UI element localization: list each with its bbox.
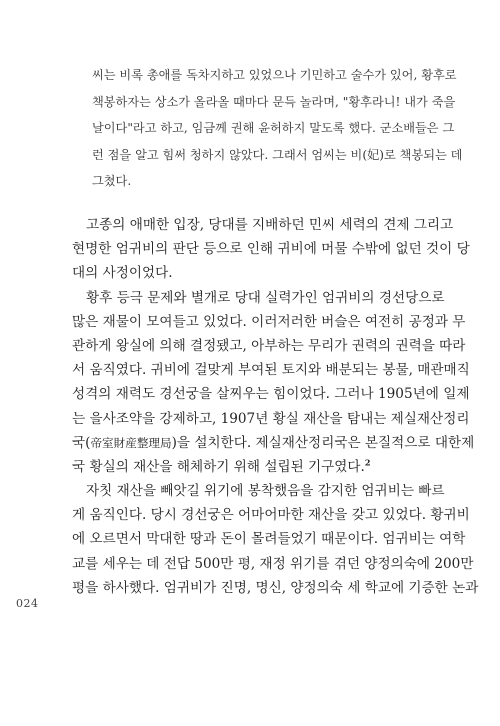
- paragraph-1-line: 현명한 엄귀비의 판단 등으로 인해 귀비에 머물 수밖에 없던 것이 당: [72, 241, 470, 258]
- paragraph-2-line: 서 움직였다. 귀비에 걸맞게 부여된 토지와 배분되는 봉물, 매관매직: [72, 362, 470, 379]
- paragraph-2-line: [72, 431, 475, 455]
- quote-line: 날이다"라고 하고, 임금께 권해 윤허하지 말도록 했다. 군소배들은 그: [92, 121, 455, 135]
- paragraph-2-line: 성격의 재력도 경선궁을 살찌우는 힘이었다. 그러나 1905년에 일제: [72, 386, 470, 403]
- paragraph-3-line: 평을 하사했다. 엄귀비가 진명, 명신, 양정의숙 세 학교에 기증한 논과: [72, 579, 479, 596]
- quote-line: 런 점을 알고 힘써 청하지 않았다. 그래서 엄씨는 비(妃)로 책봉되는 데: [92, 147, 463, 162]
- quote-line: 씨는 비록 총애를 독차지하고 있었으나 기민하고 술수가 있어, 황후로: [92, 68, 457, 82]
- text-segment: )을 설치한다. 제실재산정리국은 본질적으로 대한제: [171, 434, 475, 451]
- paragraph-3-line: 에 오르면서 막대한 땅과 돈이 몰려들었기 때문이다. 엄귀비는 여학: [72, 531, 466, 548]
- footnote-marker[interactable]: 2: [364, 457, 371, 468]
- body-text: [72, 213, 479, 600]
- quote-line: 책봉하자는 상소가 올라올 때마다 문득 놀라며, "황후라니! 내가 죽을: [92, 94, 456, 109]
- paragraph-3-line: 교를 세우는 데 전답 500만 평, 재정 위기를 겪던 양정의숙에 200만: [72, 555, 474, 572]
- paragraph-2-line: 황후 등극 문제와 별개로 당대 실력가인 엄귀비의 경선당으로: [86, 289, 445, 306]
- block-quote: [92, 62, 463, 195]
- text-segment: 국(: [72, 434, 91, 451]
- quote-line: 그쳤다.: [92, 174, 132, 188]
- paragraph-1-line: 대의 사정이었다.: [72, 265, 173, 282]
- paragraph-2-line: [72, 455, 431, 479]
- paragraph-1-line: 고종의 애매한 입장, 당대를 지배하던 민씨 세력의 견제 그리고: [86, 217, 454, 233]
- paragraph-3-line: 자칫 재산을 빼앗길 위기에 봉착했음을 감지한 엄귀비는 빠르: [86, 483, 445, 500]
- paragraph-2-line: 관하게 왕실에 의해 결정됐고, 아부하는 무리가 권력의 권력을 따라: [72, 337, 466, 354]
- hanja-term: 帝室財産整理局: [90, 435, 172, 450]
- paragraph-2-line: 는 을사조약을 강제하고, 1907년 황실 재산을 탐내는 제실재산정리: [72, 410, 470, 427]
- paragraph-2-line: 많은 재물이 모여들고 있었다. 이러저러한 버슬은 여전히 공정과 무: [72, 313, 466, 330]
- page-number: 024: [16, 597, 39, 610]
- text-segment: 국 황실의 재산을 해체하기 위해 설립된 기구였다.: [72, 458, 365, 475]
- paragraph-3-line: 게 움직인다. 당시 경선궁은 어마어마한 재산을 갖고 있었다. 황귀비: [72, 507, 470, 524]
